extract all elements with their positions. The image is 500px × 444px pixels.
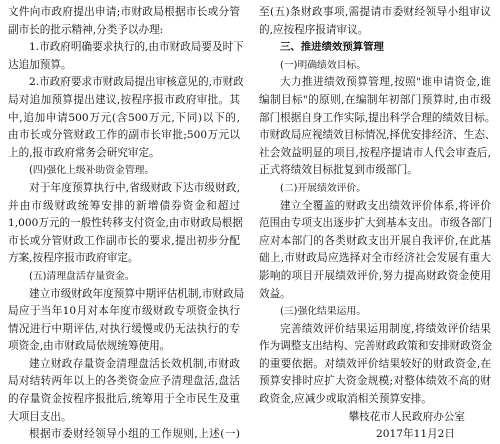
text-line: 的存量资金按程序报批后,统筹用于全市民生及重 xyxy=(8,393,240,406)
text-line: 社会效益明显的项目,按程序提请市人代会审查后, xyxy=(259,146,491,159)
subsection-heading: (三)强化结果运用。 xyxy=(280,306,367,318)
text-line: 正式将绩效目标批复到市级部门。 xyxy=(259,164,418,177)
left-column xyxy=(8,4,245,444)
issuer-signature: 攀枝花市人民政府办公室 xyxy=(348,410,465,423)
text-line: 局对追加预算提出建议,按程序报市政府审批。其 xyxy=(8,93,240,106)
text-line: 大力推进绩效预算管理,按照"谁申请资金,谁 xyxy=(280,76,491,89)
section-heading: 三、推进绩效预算管理 xyxy=(280,41,384,54)
text-line: 完善绩效评价结果运用制度,将绩效评价结果 xyxy=(280,322,491,335)
text-line: 部门根据自身工作实际,提出科学合理的绩效目标。 xyxy=(259,111,496,124)
text-line: 至(五)条财政事项,需提请市委财经领导小组审议 xyxy=(259,6,491,18)
text-line: 影响的项目开展绩效评价,努力提高财政资金使用 xyxy=(259,269,491,282)
text-line: 预算安排时应扩大资金规模;对整体绩效不高的财 xyxy=(259,375,491,388)
text-line: 项资金,由市财政局依规统筹使用。 xyxy=(8,340,171,353)
text-line: 中,追加申请500万元(含500万元,下同)以下的, xyxy=(8,111,240,124)
text-line: 达追加预算。 xyxy=(8,58,72,71)
subsection-heading: (五)清理盘活存量资金。 xyxy=(29,270,135,282)
text-line: 市长或分管财政工作副市长的要求,提出初步分配 xyxy=(8,234,240,247)
text-line: 效益。 xyxy=(259,287,291,300)
text-line: 建立市级财政年度预算中期评估机制,市财政局 xyxy=(29,287,245,300)
text-line: 的,应按程序报请审议。 xyxy=(259,23,369,36)
text-line: 副市长的批示精神,分类予以办理: xyxy=(8,23,164,36)
text-line: 础上,市财政局应选择对全市经济社会发展有重大 xyxy=(259,252,491,265)
text-line: 根据市委财经领导小组的工作规则,上述(一) xyxy=(29,428,240,441)
text-line: 方案,按程序报市政府审定。 xyxy=(8,252,139,265)
text-line: 由市长或分管财政工作的副市长审批;500万元以 xyxy=(8,129,240,142)
text-line: 局应于当年10月对本年度市级财政专项资金执行 xyxy=(8,305,240,318)
text-line: 1,000万元的一般性转移支付资金,由市财政局根据 xyxy=(8,217,243,230)
right-column xyxy=(259,4,496,444)
text-line: 局对结转两年以上的各类资金应予清理盘活,盘活 xyxy=(8,375,240,388)
text-line: 应对本部门的各类财政支出开展自我评价,在此基 xyxy=(259,234,491,247)
issue-date: 2017年11月2日 xyxy=(376,428,455,441)
text-line: 市财政局应视绩效目标情况,择优安排经济、生态、 xyxy=(259,129,496,142)
text-line: 情况进行中期评估,对执行缓慢或仍无法执行的专 xyxy=(8,322,240,335)
text-line: 上的,报市政府常务会研究审定。 xyxy=(8,146,160,159)
subsection-heading: (一)明确绩效目标。 xyxy=(280,59,367,71)
text-line: 政资金,应减少或取消相关预算安排。 xyxy=(259,393,432,406)
text-line: 文件向市政府提出申请;市财政局根据市长或分管 xyxy=(8,6,240,18)
subsection-heading: (四)强化上级补助资金管理。 xyxy=(29,165,155,177)
text-line: 编制目标"的原则,在编制年初部门预算时,由市级 xyxy=(259,93,491,106)
text-line: 对于年度预算执行中,省级财政下达市级财政, xyxy=(29,181,240,194)
text-line: 并由市级财政统筹安排的新增债券资金和超过 xyxy=(8,199,240,212)
text-line: 1.市政府明确要求执行的,由市财政局要及时下 xyxy=(29,41,244,54)
subsection-heading: (二)开展绩效评价。 xyxy=(280,182,367,194)
text-line: 大项目支出。 xyxy=(8,410,72,423)
text-line: 2.市政府要求市财政局提出审核意见的,市财政 xyxy=(29,76,244,89)
text-line: 建立全覆盖的财政支出绩效评价体系,将评价 xyxy=(280,199,491,212)
text-line: 的重要依据。对绩效评价结果较好的财政资金,在 xyxy=(259,357,491,370)
text-line: 范围由专项支出逐步扩大到基本支出。市级各部门 xyxy=(259,217,493,230)
text-line: 作为调整支出结构、完善财政政策和安排财政资金 xyxy=(259,340,493,353)
text-line: 建立财政存量资金清理盘活长效机制,市财政 xyxy=(29,357,240,370)
